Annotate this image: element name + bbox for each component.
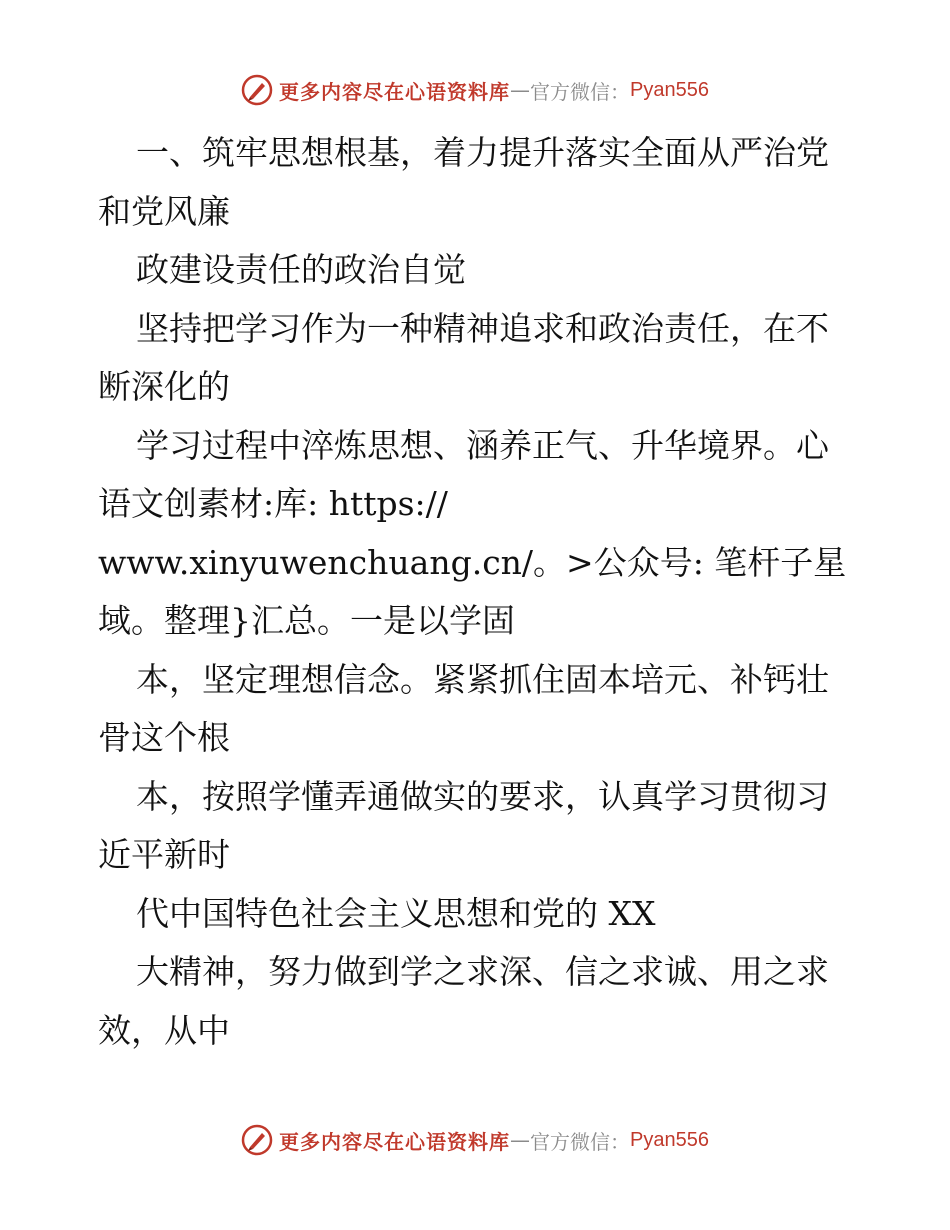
body-text-line: 政建设责任的政治自觉 bbox=[136, 250, 466, 289]
brush-pen-logo-icon bbox=[241, 74, 273, 106]
header-banner bbox=[0, 72, 950, 108]
body-text-line: 断深化的 bbox=[98, 367, 230, 406]
body-text-line: 大精神，努力做到学之求深、信之求诚、用之求 bbox=[136, 952, 829, 991]
body-text-line: 语文创素材:库: https:// bbox=[98, 484, 448, 523]
body-text-line: 近平新时 bbox=[98, 835, 230, 874]
footer-separator: — bbox=[510, 1128, 531, 1152]
document-body bbox=[98, 124, 858, 1060]
body-text-line: 和党风廉 bbox=[98, 191, 230, 231]
body-text-line: 一、筑牢思想根基，着力提升落实全面从严治党 bbox=[136, 133, 829, 172]
brush-pen-logo-icon bbox=[241, 1124, 273, 1156]
body-text-line: 坚持把学习作为一种精神追求和政治责任，在不 bbox=[136, 308, 829, 348]
body-text-line: 本，坚定理想信念。紧紧抓住固本培元、补钙壮 bbox=[136, 659, 829, 699]
header-separator: — bbox=[510, 78, 531, 102]
body-text-line: 效，从中 bbox=[98, 1010, 230, 1050]
header-brand-text: 更多内容尽在心语资料库 bbox=[279, 79, 511, 104]
footer-banner bbox=[0, 1122, 950, 1158]
footer-wechat-id: Pyan556 bbox=[630, 1128, 709, 1151]
body-text-line: www.xinyuwenchuang.cn/。>公众号: 笔杆子星 bbox=[98, 542, 847, 582]
body-text-line: 学习过程中淬炼思想、涵养正气、升华境界。心 bbox=[136, 425, 829, 465]
header-wechat-id: Pyan556 bbox=[630, 78, 709, 101]
header-official-label: 官方微信： bbox=[530, 79, 631, 104]
body-text-line: 骨这个根 bbox=[98, 718, 230, 757]
footer-brand-text: 更多内容尽在心语资料库 bbox=[279, 1129, 511, 1154]
footer-official-label: 官方微信： bbox=[530, 1129, 631, 1154]
body-text-line: 代中国特色社会主义思想和党的 XX bbox=[136, 893, 656, 933]
body-text-line: 域。整理}汇总。一是以学固 bbox=[98, 601, 515, 640]
body-text-line: 本，按照学懂弄通做实的要求，认真学习贯彻习 bbox=[136, 776, 829, 816]
